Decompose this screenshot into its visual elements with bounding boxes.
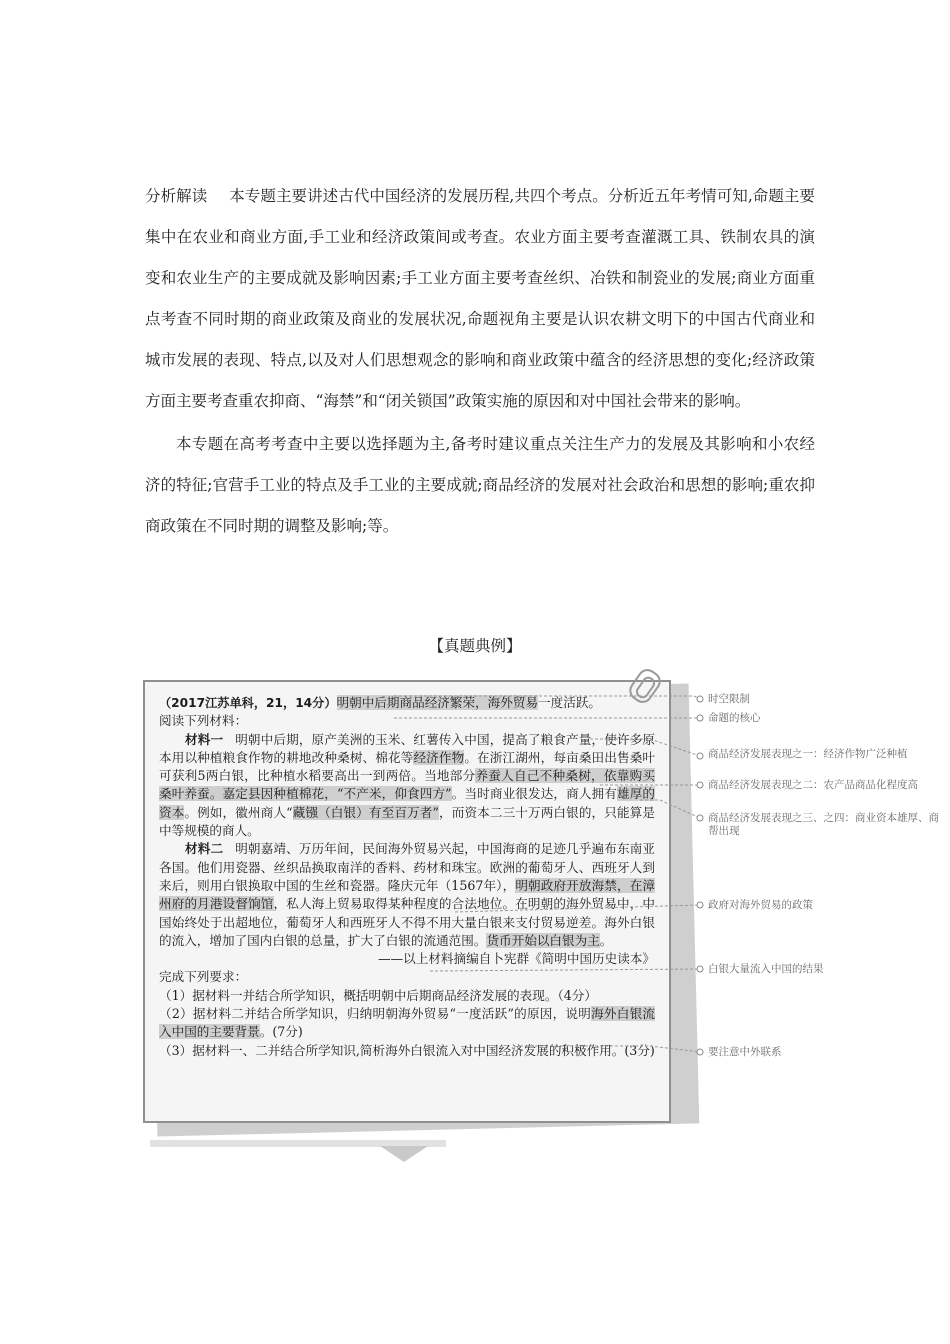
note-expression-three-four: 商品经济发展表现之三、之四：商业资本雄厚、商帮出现 <box>708 812 939 837</box>
note-government-policy: 政府对海外贸易的政策 <box>708 899 813 911</box>
read-instruction: 阅读下列材料： <box>159 713 248 729</box>
note-time-space-limit: 时空限制 <box>708 693 750 705</box>
note-silver-result: 白银大量流入中国的结果 <box>708 963 824 975</box>
question-source: （2017江苏单科，21，14分） <box>159 696 337 710</box>
analysis-paragraph-2: 本专题在高考考查中主要以选择题为主,备考时建议重点关注生产力的发展及其影响和小农经济的特征;官营手工业的特点及手工业的主要成就;商品经济的发展对社会政治和思想的影响;重农抑商政策在不同时期的调整及影响;等。 <box>145 435 815 535</box>
material-one: 材料一 明朝中后期，原产美洲的玉米、红薯传入中国，提高了粮食产量，使许多原本用以种植粮食作物的耕地改种桑树、棉花等经济作物。在浙江湖州，每亩桑田出售桑叶可获利5两白银，比种植水稻要高出一到两倍。当地部分养蚕人自己不种桑树，依靠购买桑叶养蚕。嘉定县因种植棉花，“不产米，仰食四方”。当时商业很发达，商人拥有雄厚的资本。例如，徽州商人“藏镪（白银）有至百万者”，而资本二三十万两白银的，只能算是中等规模的商人。 <box>159 731 656 839</box>
sub-question-1: （1）据材料一并结合所学知识，概括明朝中后期商品经济发展的表现。（4分） <box>159 987 597 1003</box>
section-title: 【真题典例】 <box>428 637 522 655</box>
note-expression-one: 商品经济发展表现之一：经济作物广泛种植 <box>708 748 908 760</box>
material-citation: ——以上材料摘编自卜宪群《简明中国历史读本》 <box>377 951 655 967</box>
requirements-heading: 完成下列要求： <box>159 969 248 985</box>
sub-question-3: （3）据材料一、二并结合所学知识,简析海外白银流入对中国经济发展的积极作用。(3分) <box>159 1042 655 1058</box>
exam-question-card <box>143 680 671 1123</box>
question-stem: （2017江苏单科，21，14分）明朝中后期商品经济繁荣，海外贸易一度活跃。 <box>159 695 601 710</box>
note-expression-two: 商品经济发展表现之二：农产品商品化程度高 <box>708 779 918 791</box>
note-global-connection: 要注意中外联系 <box>708 1046 782 1058</box>
material-two: 材料二 明朝嘉靖、万历年间，民间海外贸易兴起，中国海商的足迹几乎遍布东南亚各国。他们用瓷器、丝织品换取南洋的香料、药材和珠宝。欧洲的葡萄牙人、西班牙人到来后，则用白银换取中国的生丝和瓷器。隆庆元年（1567年），明朝政府开放海禁，在漳州府的月港设督饷馆，私人海上贸易取得某种程度的合法地位。在明朝的海外贸易中，中国始终处于出超地位，葡萄牙人和西班牙人不得不用大量白银来支付贸易逆差。海外白银的流入，增加了国内白银的总量，扩大了白银的流通范围。货币开始以白银为主。 <box>159 841 656 948</box>
sub-question-2: （2）据材料二并结合所学知识，归纳明朝海外贸易“一度活跃”的原因，说明海外白银流入中国的主要背景。(7分) <box>159 1006 655 1040</box>
analysis-label: 分析解读 <box>145 187 208 205</box>
note-core-theme: 命题的核心 <box>708 712 761 724</box>
analysis-section <box>145 176 815 547</box>
down-arrow-icon <box>380 1146 428 1162</box>
analysis-paragraph-1: 分析解读 本专题主要讲述古代中国经济的发展历程,共四个考点。分析近五年考情可知,命题主要集中在农业和商业方面,手工业和经济政策间或考查。农业方面主要考查灌溉工具、铁制农具的演变和农业生产的主要成就及影响因素;手工业方面主要考查丝织、冶铁和制瓷业的发展;商业方面重点考查不同时期的商业政策及商业的发展状况,命题视角主要是认识农耕文明下的中国古代商业和城市发展的表现、特点,以及对人们思想观念的影响和商业政策中蕴含的经济思想的变化;经济政策方面主要考查重农抑商、“海禁”和“闭关锁国”政策实施的原因和对中国社会带来的影响。 <box>145 187 815 410</box>
